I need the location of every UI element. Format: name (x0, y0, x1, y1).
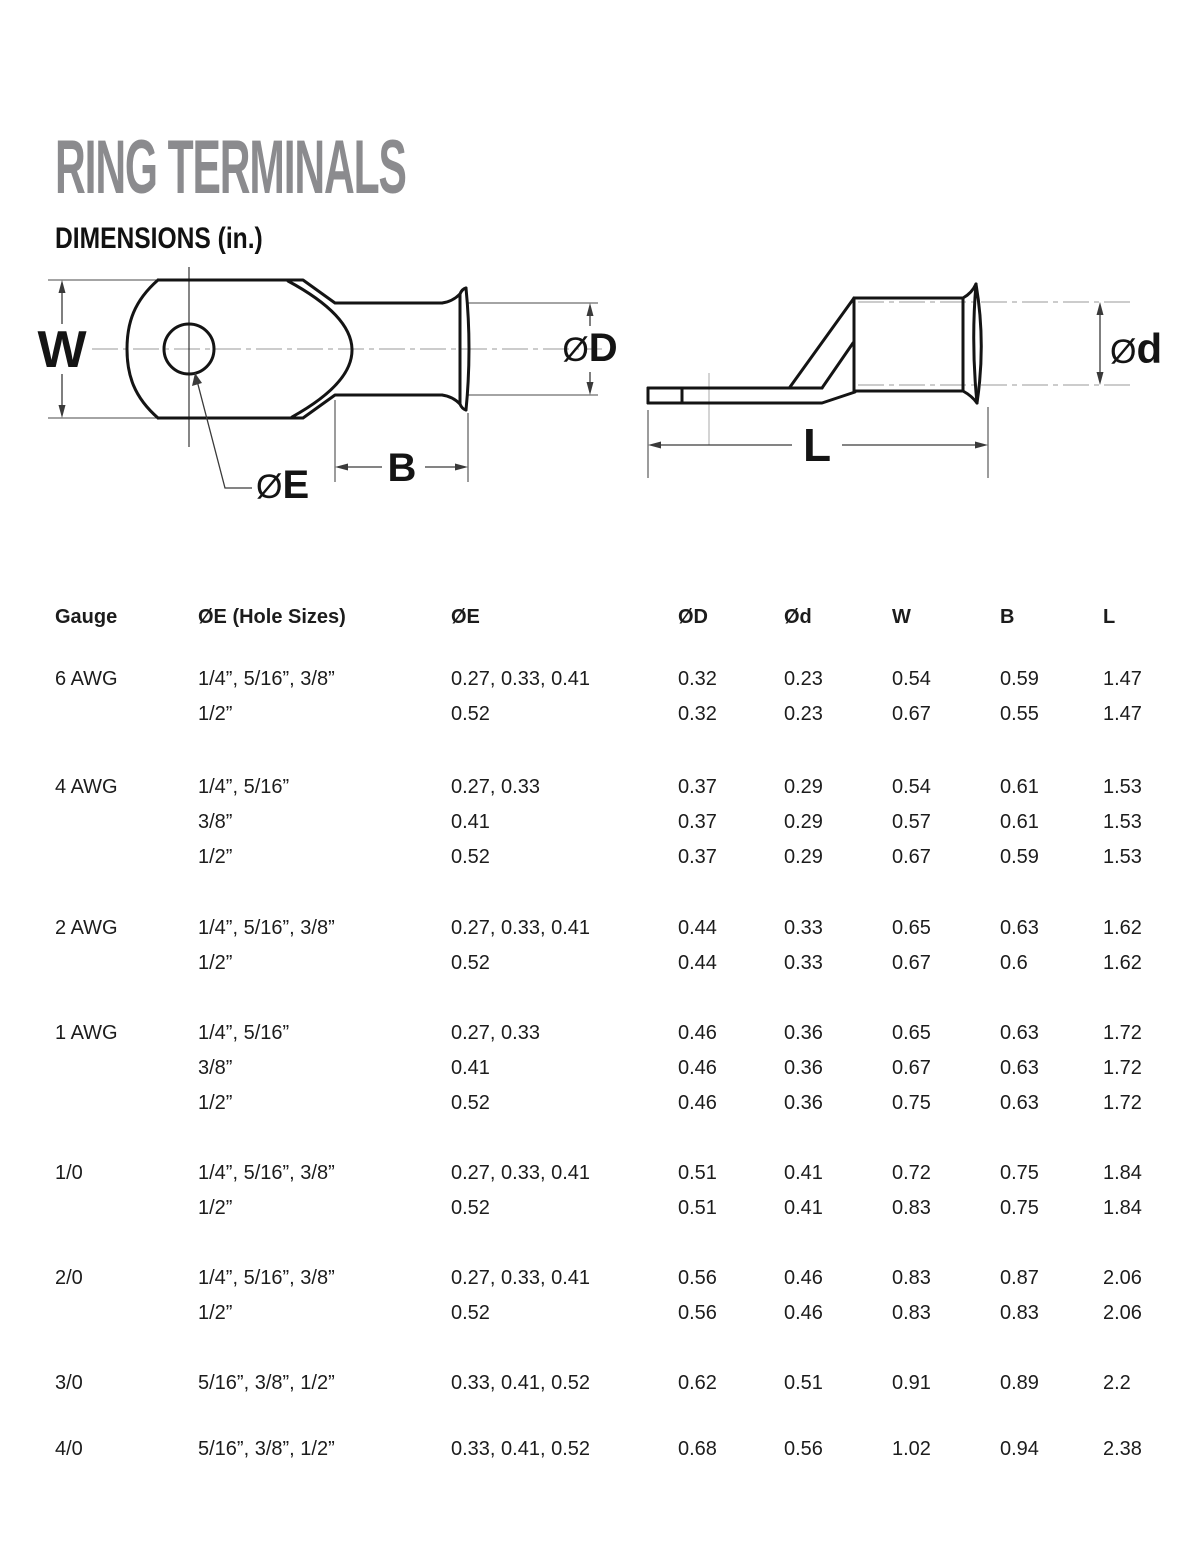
cell-hole-sizes: 1/4”, 5/16” (198, 776, 290, 798)
phi-symbol: Ø (1110, 333, 1137, 371)
cell-d-outer: 0.56 (678, 1267, 717, 1289)
cell-w: 0.75 (892, 1092, 931, 1114)
cell-hole-sizes: 5/16”, 3/8”, 1/2” (198, 1438, 335, 1460)
col-header-w: W (892, 606, 911, 628)
cell-w: 0.83 (892, 1197, 931, 1219)
cell-hole-sizes: 1/2” (198, 703, 233, 725)
cell-b: 0.63 (1000, 1057, 1039, 1079)
cell-gauge: 1 AWG (55, 1022, 118, 1044)
cell-gauge (55, 1057, 198, 1079)
cell-w: 0.54 (892, 776, 931, 798)
cell-b: 0.59 (1000, 668, 1039, 690)
cell-b: 0.89 (1000, 1372, 1039, 1394)
col-header-d-inner: Ød (784, 606, 812, 628)
cell-d-inner: 0.36 (784, 1092, 823, 1114)
dim-label-d: D (588, 326, 618, 370)
cell-d-outer: 0.32 (678, 668, 717, 690)
cell-e-dia: 0.33, 0.41, 0.52 (451, 1438, 591, 1460)
cell-hole-sizes: 5/16”, 3/8”, 1/2” (198, 1372, 335, 1394)
cell-gauge: 3/0 (55, 1372, 83, 1394)
cell-e-dia: 0.52 (451, 703, 490, 725)
cell-e-dia: 0.52 (451, 1302, 490, 1324)
cell-d-inner: 0.23 (784, 668, 823, 690)
cell-hole-sizes: 1/2” (198, 846, 233, 868)
cell-l: 1.84 (1103, 1197, 1142, 1219)
cell-d-inner: 0.46 (784, 1302, 823, 1324)
cell-d-inner: 0.41 (784, 1197, 823, 1219)
table-row (55, 846, 1200, 868)
cell-l: 1.72 (1103, 1022, 1142, 1044)
cell-b: 0.87 (1000, 1267, 1039, 1289)
cell-e-dia: 0.27, 0.33 (451, 776, 540, 798)
col-header-hole-sizes: ØE (Hole Sizes) (198, 606, 346, 628)
cell-w: 0.67 (892, 846, 931, 868)
cell-gauge (55, 703, 198, 725)
cell-l: 1.53 (1103, 776, 1142, 798)
cell-l: 1.72 (1103, 1057, 1142, 1079)
cell-e-dia: 0.27, 0.33, 0.41 (451, 1162, 591, 1184)
cell-w: 0.65 (892, 917, 931, 939)
cell-d-outer: 0.46 (678, 1092, 717, 1114)
cell-l: 2.06 (1103, 1267, 1142, 1289)
cell-gauge (55, 811, 198, 833)
dim-label-w: W (37, 321, 87, 379)
cell-w: 1.02 (892, 1438, 931, 1460)
cell-gauge: 4/0 (55, 1438, 83, 1460)
cell-gauge: 4 AWG (55, 776, 118, 798)
phi-symbol: Ø (256, 468, 283, 506)
cell-gauge: 2 AWG (55, 917, 118, 939)
cell-l: 1.84 (1103, 1162, 1142, 1184)
cell-b: 0.61 (1000, 776, 1039, 798)
cell-w: 0.83 (892, 1302, 931, 1324)
col-header-gauge: Gauge (55, 606, 118, 628)
table-row (55, 1092, 1200, 1114)
cell-d-inner: 0.23 (784, 703, 823, 725)
cell-d-inner: 0.46 (784, 1267, 823, 1289)
cell-d-outer: 0.46 (678, 1057, 717, 1079)
cell-e-dia: 0.27, 0.33 (451, 1022, 540, 1044)
cell-d-outer: 0.46 (678, 1022, 717, 1044)
cell-hole-sizes: 1/4”, 5/16”, 3/8” (198, 1162, 335, 1184)
cell-w: 0.65 (892, 1022, 931, 1044)
cell-d-inner: 0.41 (784, 1162, 823, 1184)
dim-label-e: E (282, 463, 310, 507)
col-header-d-outer: ØD (678, 606, 708, 628)
dim-label-l: L (802, 419, 832, 471)
table-row (55, 776, 1200, 798)
cell-d-inner: 0.56 (784, 1438, 823, 1460)
cell-e-dia: 0.27, 0.33, 0.41 (451, 917, 591, 939)
cell-b: 0.63 (1000, 1022, 1039, 1044)
cell-gauge: 2/0 (55, 1267, 83, 1289)
cell-b: 0.59 (1000, 846, 1039, 868)
cell-e-dia: 0.52 (451, 1092, 490, 1114)
cell-l: 2.2 (1103, 1372, 1131, 1394)
cell-e-dia: 0.52 (451, 846, 490, 868)
cell-hole-sizes: 1/2” (198, 1092, 233, 1114)
cell-e-dia: 0.27, 0.33, 0.41 (451, 668, 591, 690)
cell-l: 1.62 (1103, 917, 1142, 939)
cell-d-outer: 0.37 (678, 811, 717, 833)
cell-l: 1.72 (1103, 1092, 1142, 1114)
cell-d-inner: 0.36 (784, 1057, 823, 1079)
table-row (55, 1372, 1200, 1394)
cell-b: 0.83 (1000, 1302, 1039, 1324)
col-header-b: B (1000, 606, 1015, 628)
cell-l: 1.53 (1103, 846, 1142, 868)
table-row (55, 1022, 1200, 1044)
cell-w: 0.67 (892, 952, 931, 974)
cell-hole-sizes: 1/4”, 5/16”, 3/8” (198, 668, 335, 690)
page-title: RING TERMINALS (55, 124, 406, 210)
cell-gauge: 6 AWG (55, 668, 118, 690)
section-subtitle: DIMENSIONS (in.) (55, 221, 263, 255)
cell-hole-sizes: 1/4”, 5/16” (198, 1022, 290, 1044)
table-row (55, 703, 1200, 725)
cell-d-outer: 0.37 (678, 846, 717, 868)
cell-gauge (55, 1197, 198, 1219)
cell-w: 0.67 (892, 1057, 931, 1079)
cell-d-inner: 0.51 (784, 1372, 823, 1394)
table-row (55, 1302, 1200, 1324)
cell-d-inner: 0.29 (784, 776, 823, 798)
cell-gauge (55, 1302, 198, 1324)
table-row (55, 1162, 1200, 1184)
cell-d-outer: 0.37 (678, 776, 717, 798)
table-row (55, 668, 1200, 690)
cell-hole-sizes: 3/8” (198, 1057, 233, 1079)
cell-e-dia: 0.52 (451, 952, 490, 974)
cell-l: 2.06 (1103, 1302, 1142, 1324)
dimensions-table (55, 0, 1200, 1553)
cell-gauge (55, 952, 198, 974)
cell-w: 0.67 (892, 703, 931, 725)
cell-w: 0.54 (892, 668, 931, 690)
table-row (55, 917, 1200, 939)
cell-w: 0.72 (892, 1162, 931, 1184)
cell-d-outer: 0.62 (678, 1372, 717, 1394)
cell-gauge (55, 846, 198, 868)
table-row (55, 811, 1200, 833)
cell-w: 0.83 (892, 1267, 931, 1289)
cell-b: 0.75 (1000, 1197, 1039, 1219)
cell-l: 1.47 (1103, 668, 1142, 690)
cell-b: 0.63 (1000, 1092, 1039, 1114)
cell-d-outer: 0.32 (678, 703, 717, 725)
cell-b: 0.6 (1000, 952, 1028, 974)
cell-gauge: 1/0 (55, 1162, 83, 1184)
cell-hole-sizes: 3/8” (198, 811, 233, 833)
cell-gauge (55, 1092, 198, 1114)
cell-b: 0.55 (1000, 703, 1039, 725)
cell-b: 0.61 (1000, 811, 1039, 833)
cell-l: 1.62 (1103, 952, 1142, 974)
cell-d-outer: 0.44 (678, 952, 717, 974)
col-header-l: L (1103, 606, 1116, 628)
cell-l: 2.38 (1103, 1438, 1142, 1460)
cell-e-dia: 0.41 (451, 1057, 490, 1079)
cell-d-outer: 0.56 (678, 1302, 717, 1324)
cell-hole-sizes: 1/4”, 5/16”, 3/8” (198, 1267, 335, 1289)
cell-hole-sizes: 1/2” (198, 1197, 233, 1219)
cell-b: 0.94 (1000, 1438, 1039, 1460)
cell-b: 0.63 (1000, 917, 1039, 939)
dim-label-b: B (387, 446, 417, 490)
dim-label-d-inner: d (1136, 325, 1163, 372)
col-header-e-dia: ØE (451, 606, 480, 628)
cell-w: 0.91 (892, 1372, 931, 1394)
cell-d-inner: 0.36 (784, 1022, 823, 1044)
table-header-row (55, 606, 1200, 628)
cell-d-outer: 0.51 (678, 1162, 717, 1184)
cell-d-outer: 0.68 (678, 1438, 717, 1460)
table-row (55, 952, 1200, 974)
cell-hole-sizes: 1/2” (198, 1302, 233, 1324)
cell-w: 0.57 (892, 811, 931, 833)
cell-e-dia: 0.41 (451, 811, 490, 833)
table-row (55, 1057, 1200, 1079)
cell-l: 1.53 (1103, 811, 1142, 833)
cell-d-inner: 0.33 (784, 917, 823, 939)
cell-d-outer: 0.44 (678, 917, 717, 939)
cell-e-dia: 0.33, 0.41, 0.52 (451, 1372, 591, 1394)
table-row (55, 1197, 1200, 1219)
cell-d-inner: 0.29 (784, 811, 823, 833)
cell-e-dia: 0.27, 0.33, 0.41 (451, 1267, 591, 1289)
cell-e-dia: 0.52 (451, 1197, 490, 1219)
cell-d-outer: 0.51 (678, 1197, 717, 1219)
cell-hole-sizes: 1/2” (198, 952, 233, 974)
cell-d-inner: 0.29 (784, 846, 823, 868)
phi-symbol: Ø (562, 331, 589, 369)
cell-l: 1.47 (1103, 703, 1142, 725)
cell-d-inner: 0.33 (784, 952, 823, 974)
table-row (55, 1267, 1200, 1289)
table-row (55, 1438, 1200, 1460)
cell-hole-sizes: 1/4”, 5/16”, 3/8” (198, 917, 335, 939)
cell-b: 0.75 (1000, 1162, 1039, 1184)
